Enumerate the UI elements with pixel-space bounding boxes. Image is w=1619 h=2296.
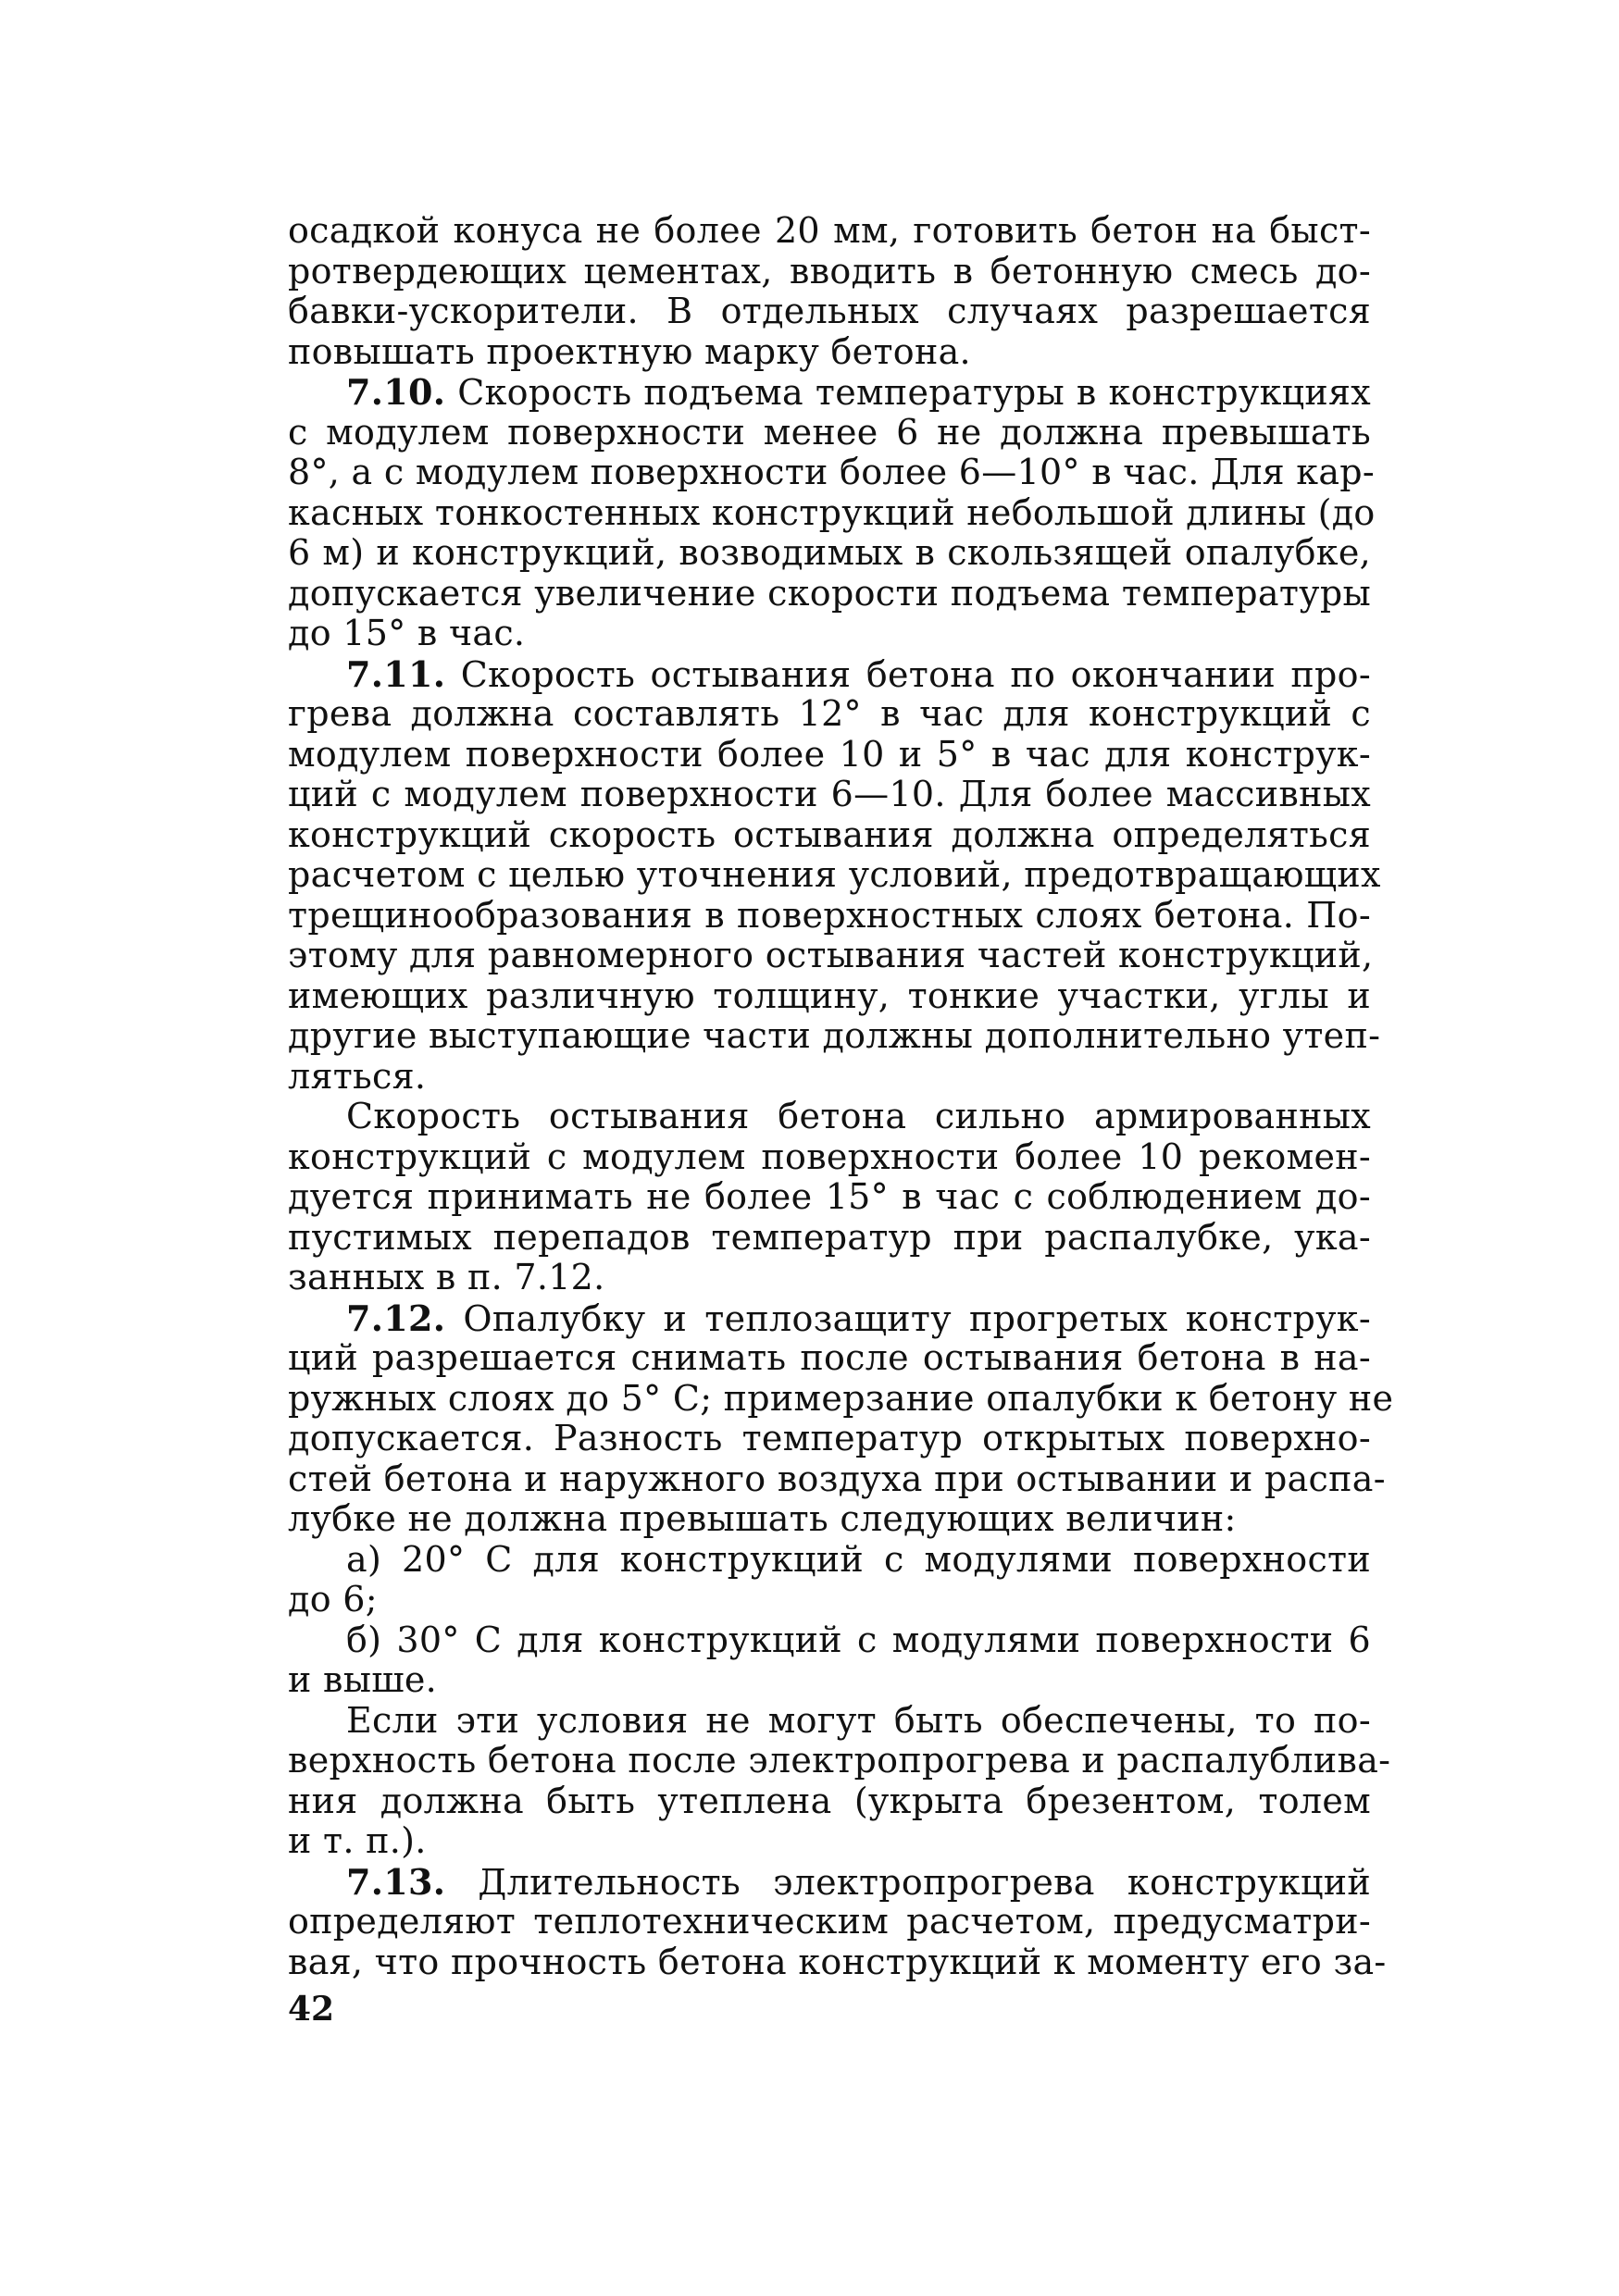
text-line: имеющих различную толщину, тонкие участки, углы и [288,974,1371,1016]
text-line: с модулем поверхности менее 6 не должна превышать [288,411,1371,453]
text-line: определяют теплотехническим расчетом, предусматри- [288,1901,1371,1942]
text-line: грева должна составлять 12° в час для конструкций с [288,693,1371,734]
section-number: 7.11. [346,652,446,695]
text-line: дуется принимать не более 15° в час с соблюдением до- [288,1176,1371,1217]
text-line: ляться. [288,1055,427,1097]
text-line: Если эти условия не могут быть обеспечены, то по- [346,1699,1371,1741]
text-line: верхность бетона после электропрогрева и распалублива- [288,1740,1391,1781]
text-line-content: Скорость остывания бетона по окончании про- [445,653,1371,695]
list-item-line: б) 30° С для конструкций с модулями поверхности 6 [346,1619,1371,1660]
text-line-content: Длительность электропрогрева конструкций [445,1861,1371,1903]
text-line: ружных слоях до 5° С; примерзание опалубки к бетону не [288,1377,1394,1419]
section-number: 7.13. [346,1860,446,1903]
text-line [288,654,1371,695]
section-number: 7.10. [346,371,446,413]
text-line: ций с модулем поверхности 6—10. Для более массивных [288,774,1371,814]
text-line [288,1862,1371,1903]
text-line: Скорость остывания бетона сильно армированных [346,1096,1371,1136]
text-line [288,1298,1371,1339]
text-line: вая, что прочность бетона конструкций к моменту его за- [288,1941,1387,1982]
text-line: конструкций скорость остывания должна определяться [288,813,1371,855]
text-line: пустимых перепадов температур при распалубке, ука- [288,1216,1371,1258]
text-line: ротвердеющих цементах, вводить в бетонную смесь до- [288,250,1371,292]
section-number: 7.12. [346,1297,446,1339]
text-line: лубке не должна превышать следующих величин: [288,1498,1237,1539]
text-line: конструкций с модулем поверхности более 10 рекомен- [288,1136,1371,1177]
text-line: расчетом с целью уточнения условий, предотвращающих [288,854,1381,895]
text-line-content: Опалубку и теплозащиту прогретых конструк- [445,1297,1371,1339]
text-line: повышать проектную марку бетона. [288,330,971,372]
page-text [288,210,1394,1982]
list-item-line: и выше. [288,1659,438,1700]
text-line: и т. п.). [288,1820,427,1861]
list-item-line: до 6; [288,1579,378,1620]
text-line: осадкой конуса не более 20 мм, готовить бетон на быст- [288,210,1371,251]
text-line: ния должна быть утеплена (укрыта брезентом, толем [288,1780,1371,1821]
text-line: допускается. Разность температур открытых поверхно- [288,1418,1371,1458]
text-line: занных в п. 7.12. [288,1257,605,1297]
text-line: допускается увеличение скорости подъема температуры [288,572,1371,614]
text-line [288,372,1371,413]
text-line: стей бетона и наружного воздуха при остывании и распа- [288,1458,1386,1499]
page-number: 42 [288,1990,335,2029]
text-line-content: Скорость подъема температуры в конструкциях [445,372,1371,413]
text-line: до 15° в час. [288,613,526,653]
text-line: 8°, а с модулем поверхности более 6—10° в час. Для кар- [288,452,1376,492]
text-line: модулем поверхности более 10 и 5° в час для конструк- [288,733,1371,775]
text-line: 6 м) и конструкций, возводимых в скользящей опалубке, [288,532,1371,573]
list-item-line: а) 20° С для конструкций с модулями поверхности [346,1538,1371,1580]
text-line: другие выступающие части должны дополнительно утеп- [288,1015,1381,1056]
text-line: бавки-ускорители. В отдельных случаях разрешается [288,291,1371,331]
text-line: этому для равномерного остывания частей конструкций, [288,935,1374,975]
text-line: касных тонкостенных конструкций небольшой длины (до [288,491,1376,533]
text-line: трещинообразования в поверхностных слоях бетона. По- [288,894,1371,936]
text-line: ций разрешается снимать после остывания бетона в на- [288,1337,1371,1378]
